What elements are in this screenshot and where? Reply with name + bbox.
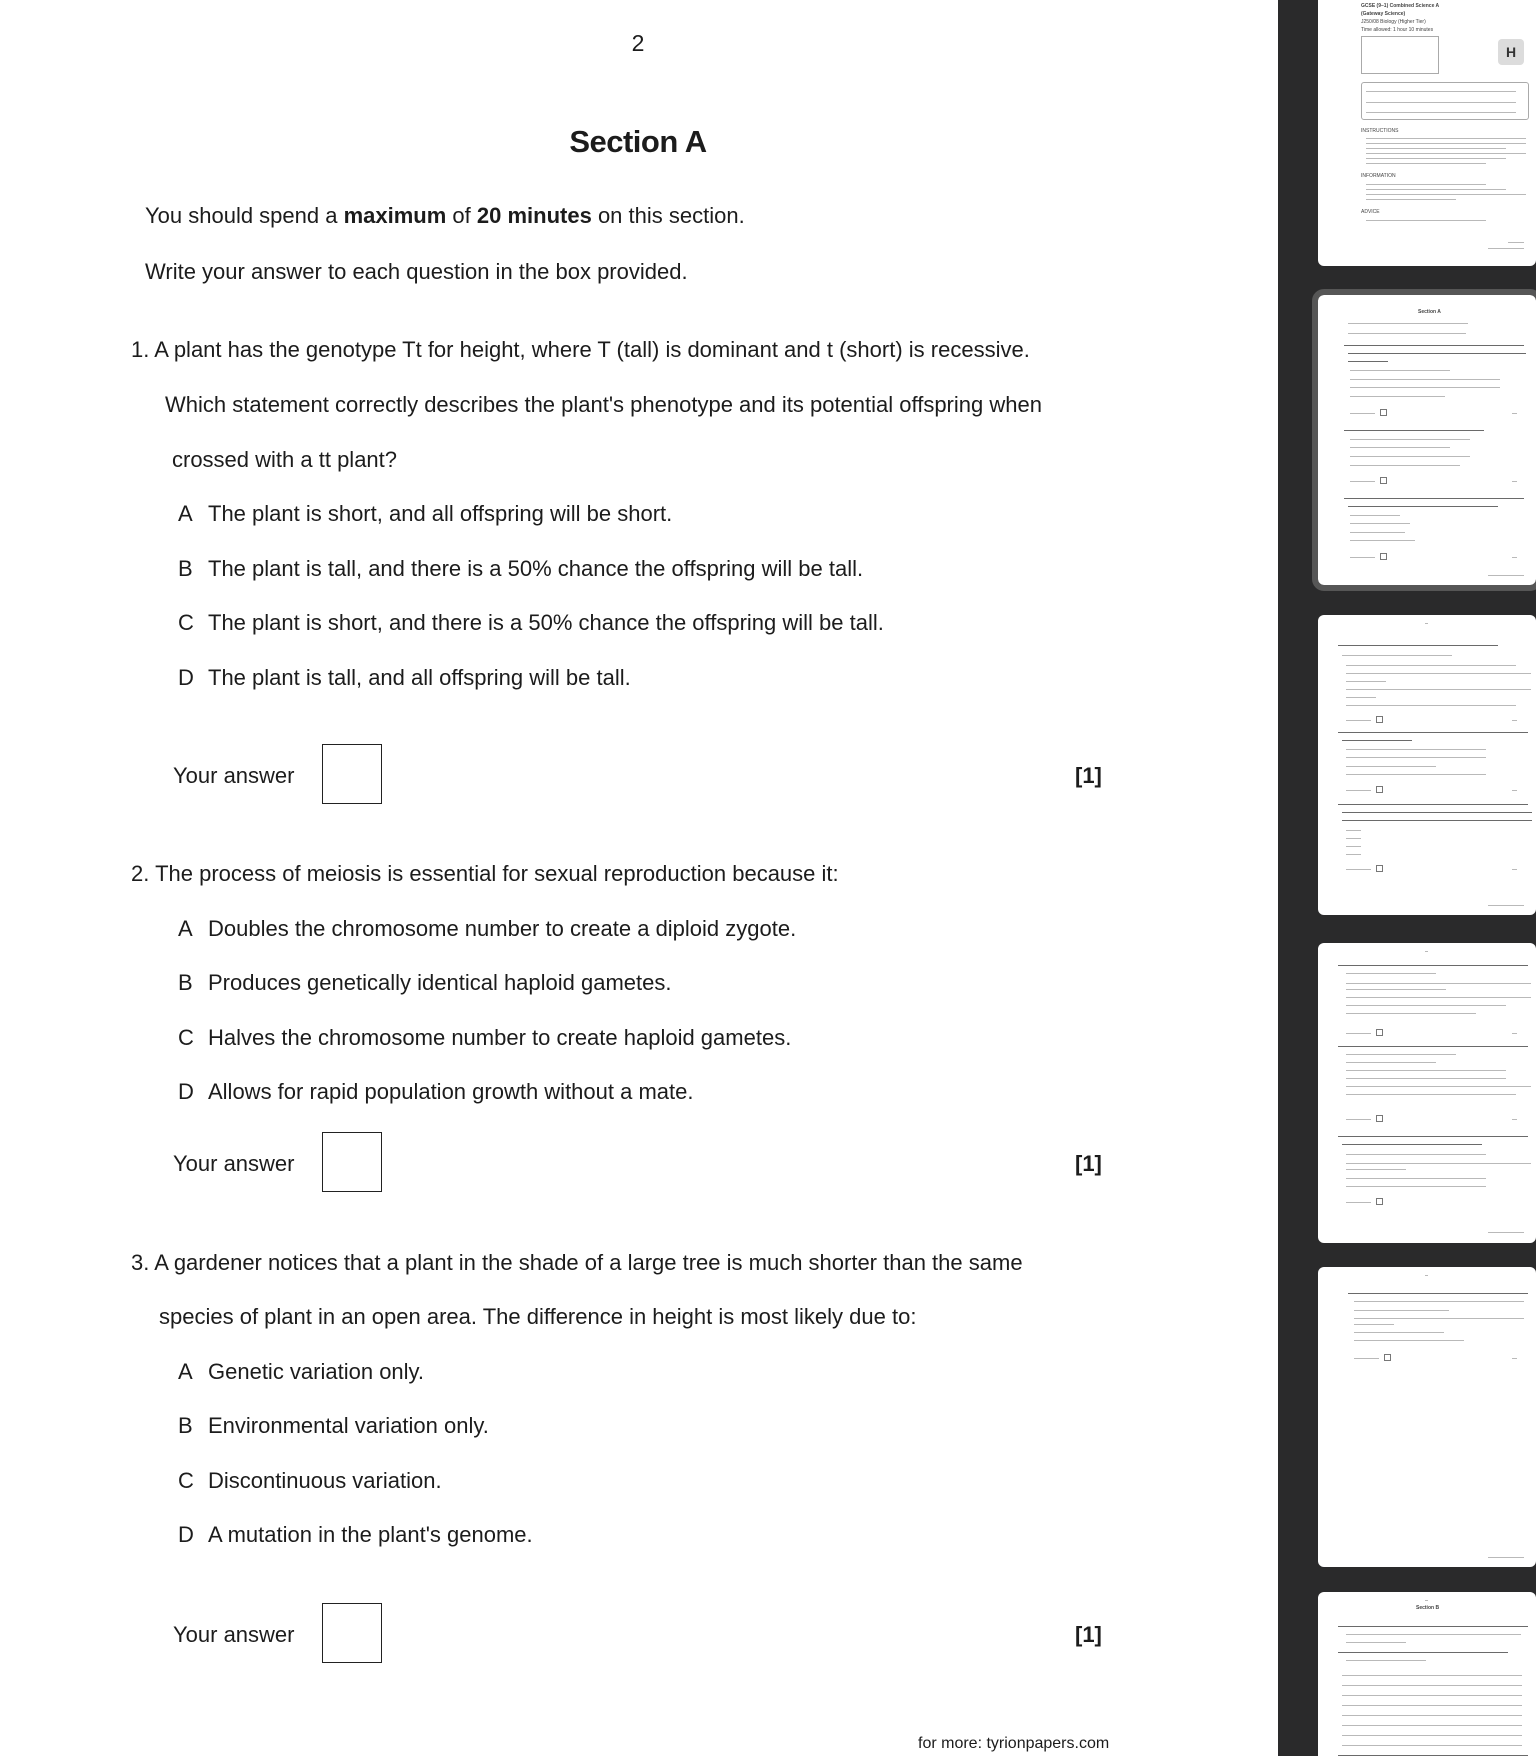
intro-text: You should spend a <box>145 203 344 228</box>
option-a <box>178 501 672 527</box>
question-text: 1. A plant has the genotype Tt for height, where T (tall) is dominant and t (short) is recessive. <box>131 337 1030 362</box>
option-letter: C <box>178 1025 194 1050</box>
page-thumbnail-sidebar[interactable] <box>1278 0 1536 1756</box>
marks: [1] <box>1075 763 1102 788</box>
option-text: The plant is short, and there is a 50% chance the offspring will be tall. <box>208 610 884 635</box>
thumbnail-page-3[interactable] <box>1318 615 1536 915</box>
question-text: crossed with a tt plant? <box>172 447 398 472</box>
option-text: Discontinuous variation. <box>208 1468 442 1493</box>
page-number: 2 <box>631 30 645 56</box>
option-text: Doubles the chromosome number to create a diploid zygote. <box>208 916 797 941</box>
option-letter: D <box>178 665 194 690</box>
option-letter: A <box>178 1359 193 1384</box>
option-letter: A <box>178 501 193 526</box>
answer-label: Your answer <box>173 1151 295 1176</box>
answer-box-q3[interactable] <box>322 1603 382 1663</box>
thumbnail-page-2[interactable] <box>1318 295 1536 585</box>
option-c <box>178 1468 442 1494</box>
option-text: The plant is short, and all offspring will be short. <box>208 501 673 526</box>
thumb-title: J250/08 Biology (Higher Tier) <box>1361 19 1426 25</box>
option-letter: D <box>178 1079 194 1104</box>
thumbnail-page-5[interactable] <box>1318 1267 1536 1567</box>
intro-bold-time: 20 minutes <box>476 203 592 228</box>
thumbnail-page-4[interactable] <box>1318 943 1536 1243</box>
thumbnail-page-6[interactable] <box>1318 1592 1536 1756</box>
thumb-heading: Section A <box>1418 309 1441 315</box>
option-d <box>178 665 631 691</box>
option-letter: A <box>178 916 193 941</box>
option-a <box>178 1359 424 1385</box>
marks: [1] <box>1075 1151 1102 1176</box>
thumb-heading: INFORMATION <box>1361 173 1396 179</box>
thumbnail-page-1[interactable] <box>1318 0 1536 266</box>
option-text: The plant is tall, and there is a 50% chance the offspring will be tall. <box>208 556 864 581</box>
option-b <box>178 556 863 582</box>
option-d <box>178 1522 533 1548</box>
thumb-title: Time allowed: 1 hour 10 minutes <box>1361 27 1434 33</box>
option-c <box>178 1025 791 1051</box>
answer-label: Your answer <box>173 763 295 788</box>
tier-badge: H <box>1498 39 1524 65</box>
thumb-heading: Section B <box>1416 1605 1440 1611</box>
thumb-title: (Gateway Science) <box>1361 11 1406 17</box>
option-letter: D <box>178 1522 194 1547</box>
option-text: The plant is tall, and all offspring will be tall. <box>208 665 631 690</box>
question-text: 3. A gardener notices that a plant in the shade of a large tree is much shorter than the same <box>131 1250 1023 1275</box>
intro-text: on this section. <box>591 203 745 228</box>
option-text: Genetic variation only. <box>208 1359 425 1384</box>
answer-box-q1[interactable] <box>322 744 382 804</box>
answer-box-q2[interactable] <box>322 1132 382 1192</box>
option-text: A mutation in the plant's genome. <box>208 1522 533 1547</box>
option-a <box>178 916 796 942</box>
option-letter: C <box>178 610 194 635</box>
marks: [1] <box>1075 1622 1102 1647</box>
question-text: species of plant in an open area. The difference in height is most likely due to: <box>159 1304 917 1329</box>
intro-text: of <box>446 203 477 228</box>
section-title: Section A <box>569 124 707 159</box>
option-c <box>178 610 884 636</box>
option-text: Environmental variation only. <box>208 1413 489 1438</box>
intro-bold-maximum: maximum <box>343 203 447 228</box>
question-text: 2. The process of meiosis is essential for sexual reproduction because it: <box>131 861 839 886</box>
thumb-materials-box <box>1361 36 1439 74</box>
option-text: Allows for rapid population growth without a mate. <box>208 1079 694 1104</box>
option-letter: B <box>178 556 193 581</box>
intro-instruction: Write your answer to each question in the box provided. <box>145 259 688 284</box>
question-text: Which statement correctly describes the plant's phenotype and its potential offspring when <box>165 392 1042 417</box>
thumb-heading: ADVICE <box>1361 209 1380 215</box>
option-text: Halves the chromosome number to create haploid gametes. <box>208 1025 792 1050</box>
thumb-candidate-box <box>1361 82 1529 120</box>
intro-time-guidance <box>145 203 745 229</box>
option-text: Produces genetically identical haploid gametes. <box>208 970 672 995</box>
option-letter: B <box>178 970 193 995</box>
option-b <box>178 970 672 996</box>
option-b <box>178 1413 489 1439</box>
thumb-heading: INSTRUCTIONS <box>1361 128 1399 134</box>
thumb-title: GCSE (9–1) Combined Science A <box>1361 3 1440 9</box>
option-d <box>178 1079 693 1105</box>
option-letter: C <box>178 1468 194 1493</box>
option-letter: B <box>178 1413 193 1438</box>
answer-label: Your answer <box>173 1622 295 1647</box>
footer-link[interactable]: for more: tyrionpapers.com <box>918 1735 1110 1752</box>
